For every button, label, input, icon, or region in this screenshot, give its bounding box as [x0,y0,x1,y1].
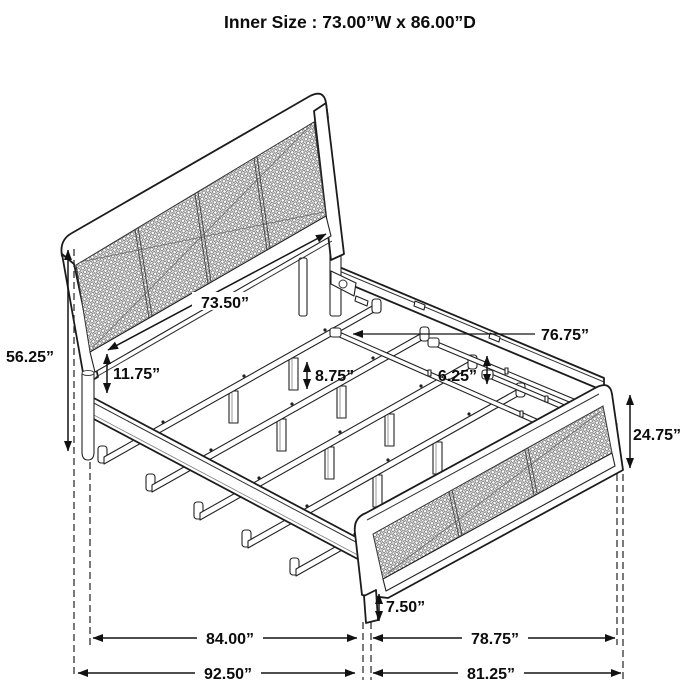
dim-label-frame-depth: 84.00” [205,631,255,648]
footboard [355,385,623,623]
dim-label-rail-span-overall: 81.25” [466,666,516,683]
dim-label-overall-depth: 92.50” [203,666,253,683]
bracket-hole [339,280,347,288]
dim-label-headboard-height: 56.25” [6,349,55,366]
dim-label-footboard-leg: 7.50” [386,599,426,616]
dim-label-support-rail: 76.75” [541,327,590,344]
dim-label-headboard-width: 73.50” [200,295,250,312]
footboard-front-leg [364,590,378,623]
bracket-slot [355,296,368,306]
headboard-left-leg [82,372,94,460]
dim-label-leg-height: 8.75” [315,368,355,385]
dim-label-rail-gap: 6.25” [437,368,477,385]
page-title: Inner Size : 73.00”W x 86.00”D [224,12,476,32]
dim-label-headboard-gap: 11.75” [113,366,161,383]
dim-label-footboard-height: 24.75” [633,427,682,444]
dim-label-rail-span: 78.75” [470,631,520,648]
